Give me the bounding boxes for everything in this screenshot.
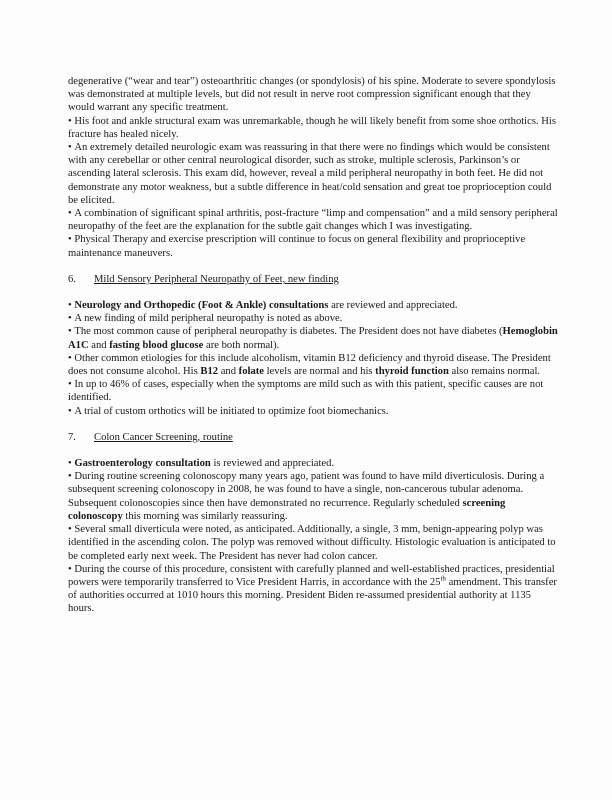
intro-bullet-physical-therapy: • Physical Therapy and exercise prescription will continue to focus on general flexibility and proprioceptive maintenance maneuvers. bbox=[68, 233, 558, 259]
consultations-bold: Neurology and Orthopedic (Foot & Ankle) consultations bbox=[74, 300, 329, 312]
transfer-text-b: amendment. This transfer of authorities occurred at 1010 hours this morning. President Biden re-assumed presidential authority at 1135 hours. bbox=[68, 576, 557, 615]
section-6-heading bbox=[68, 273, 558, 286]
section-7-heading bbox=[68, 431, 558, 444]
fasting-glucose-bold: fasting blood glucose bbox=[109, 339, 204, 351]
etiologies-text-b: and bbox=[218, 366, 239, 378]
diabetes-text-b: and bbox=[88, 339, 110, 351]
history-text-a: During routine screening colonoscopy many years ago, patient was found to have mild diverticulosis. During a subsequent screening colonoscopy in 2008, he was found to have a single, non-cancerous tubular adenoma. Subsequent colonoscopies since then have demonstrated no recurrence. Regularly scheduled bbox=[68, 471, 545, 509]
transfer-text-a: During the course of this procedure, consistent with carefully planned and well-established practices, presidential powers were temporarily transferred to Vice President Harris, in accordance with the 25 bbox=[68, 563, 555, 588]
section-6-bullet-unidentified: • In up to 46% of cases, especially when the symptoms are mild such as with this patient, specific causes are not identified. bbox=[68, 378, 558, 404]
section-6-number: 6. bbox=[68, 273, 76, 285]
section-6-bullet-new-finding: • A new finding of mild peripheral neuropathy is noted as above. bbox=[68, 312, 558, 325]
section-6-bullet-consultations bbox=[68, 299, 558, 312]
section-7-bullet-history bbox=[68, 470, 558, 523]
thyroid-function-bold: thyroid function bbox=[375, 366, 449, 378]
intro-bullet-foot-exam: • His foot and ankle structural exam was unremarkable, though he will likely benefit from some shoe orthotics. His fracture has healed nicely. bbox=[68, 115, 558, 141]
gastro-consultation-bold: Gastroenterology consultation bbox=[74, 458, 211, 470]
ordinal-superscript: th bbox=[440, 574, 446, 583]
consultations-text: are reviewed and appreciated. bbox=[328, 300, 458, 312]
section-6-title: Mild Sensory Peripheral Neuropathy of Feet, new finding bbox=[94, 273, 339, 285]
screening-colonoscopy-bold: screening colonoscopy bbox=[68, 497, 506, 522]
section-7-title: Colon Cancer Screening, routine bbox=[94, 431, 233, 443]
intro-continuation: degenerative (“wear and tear”) osteoarthritic changes (or spondylosis) of his spine. Moderate to severe spondylosis was demonstrated at multiple levels, but did not result in nerve root compression significant enough that they would warrant any specific treatment. bbox=[68, 76, 556, 114]
section-7-bullet-polyp: • Several small diverticula were noted, as anticipated. Additionally, a single, 3 mm, benign-appearing polyp was identified in the ascending colon. The polyp was removed without difficulty. Histologic evaluation is anticipated to be completed early next week. The President has never had colon cancer. bbox=[68, 523, 558, 563]
intro-bullet-neuro-exam: • An extremely detailed neurologic exam was reassuring in that there were no findings which would be consistent with any cerebellar or other central neurological disorder, such as stroke, multiple sclerosis, Parkinson’s or ascending lateral sclerosis. This exam did, however, reveal a mild peripheral neuropathy in both feet. He did not demonstrate any motor weakness, but a subtle difference in heat/cold sensation and great toe proprioception could be elicited. bbox=[68, 141, 558, 207]
section-6-bullet-diabetes bbox=[68, 325, 558, 351]
etiologies-text-c: levels are normal and his bbox=[263, 366, 376, 378]
diabetes-text-a: The most common cause of peripheral neuropathy is diabetes. The President does not have diabetes ( bbox=[74, 326, 503, 338]
document-body bbox=[68, 75, 558, 616]
section-7-number: 7. bbox=[68, 431, 76, 443]
etiologies-text-a: Other common etiologies for this include alcoholism, vitamin B12 deficiency and thyroid disease. The President does not consume alcohol. His bbox=[68, 352, 551, 378]
b12-bold: B12 bbox=[200, 366, 219, 378]
etiologies-text-d: also remains normal. bbox=[448, 366, 541, 378]
folate-bold: folate bbox=[238, 366, 264, 378]
gastro-consultation-text: is reviewed and appreciated. bbox=[210, 458, 335, 470]
hemoglobin-a1c-bold: Hemoglobin A1C bbox=[68, 326, 558, 351]
section-6-bullet-orthotics: • A trial of custom orthotics will be initiated to optimize foot biomechanics. bbox=[68, 405, 558, 418]
section-6-bullet-etiologies bbox=[68, 352, 558, 378]
section-7-bullet-consultation bbox=[68, 457, 558, 470]
section-7-bullet-power-transfer bbox=[68, 563, 558, 616]
history-text-b: this morning was similarly reassuring. bbox=[122, 510, 288, 522]
intro-bullet-gait-explanation: • A combination of significant spinal arthritis, post-fracture “limp and compensation” and a mild sensory peripheral neuropathy of the feet are the explanation for the subtle gait changes which I was investigating. bbox=[68, 207, 558, 233]
diabetes-text-c: are both normal). bbox=[203, 339, 280, 351]
